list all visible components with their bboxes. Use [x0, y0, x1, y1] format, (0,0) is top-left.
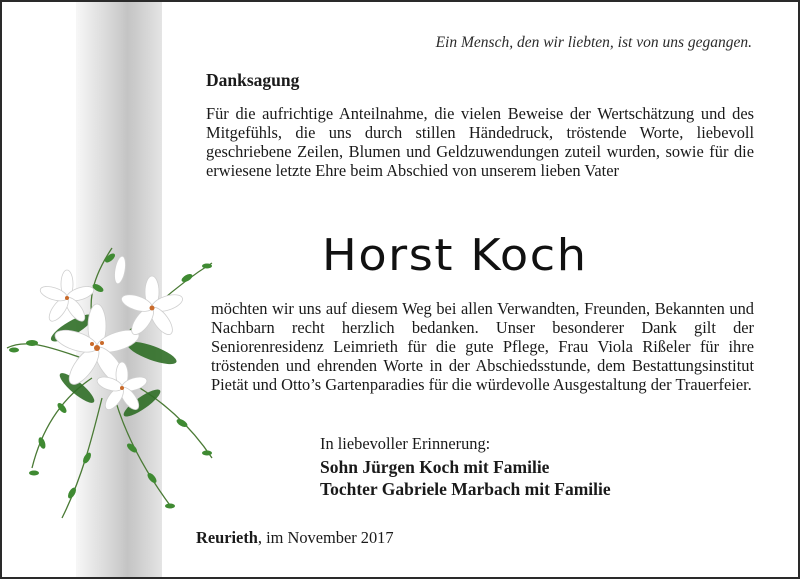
place-and-date — [196, 528, 394, 548]
deceased-name: Horst Koch — [322, 230, 588, 281]
remembrance-intro: In liebevoller Erinnerung: — [320, 434, 491, 453]
place-name: Reurieth — [196, 528, 258, 547]
heading-danksagung: Danksagung — [206, 70, 300, 90]
family-line: Sohn Jürgen Koch mit Familie — [320, 457, 550, 477]
date-text: , im November 2017 — [257, 528, 394, 547]
family-line: Tochter Gabriele Marbach mit Familie — [320, 479, 611, 499]
lily-bouquet-image — [2, 228, 242, 528]
thanks-paragraph-2: möchten wir uns auf diesem Weg bei allen Verwandten, Freunden, Bekannten und Nachbarn recht herzlich bedanken. Unser besonderer Dank gilt der Seniorenresidenz Leimrieth für die gute Pflege, Frau Viola Rißeler für ihre tröstenden und ehrenden Worte in der Abschiedsstunde, dem Bestattungsinstitut Pietät und Otto’s Gartenparadies für die würdevolle Ausgestaltung der Trauerfeier. — [211, 299, 754, 394]
thanks-paragraph-1: Für die aufrichtige Anteilnahme, die vielen Beweise der Wertschätzung und des Mitgefühls, die uns durch stillen Händedruck, tröstende Worte, liebevoll geschriebene Zeilen, Blumen und Geldzuwendungen zuteil wurden, sowie für die erwiesene letzte Ehre beim Abschied von unserem lieben Vater — [206, 104, 754, 180]
motto-text: Ein Mensch, den wir liebten, ist von uns gegangen. — [435, 34, 752, 51]
